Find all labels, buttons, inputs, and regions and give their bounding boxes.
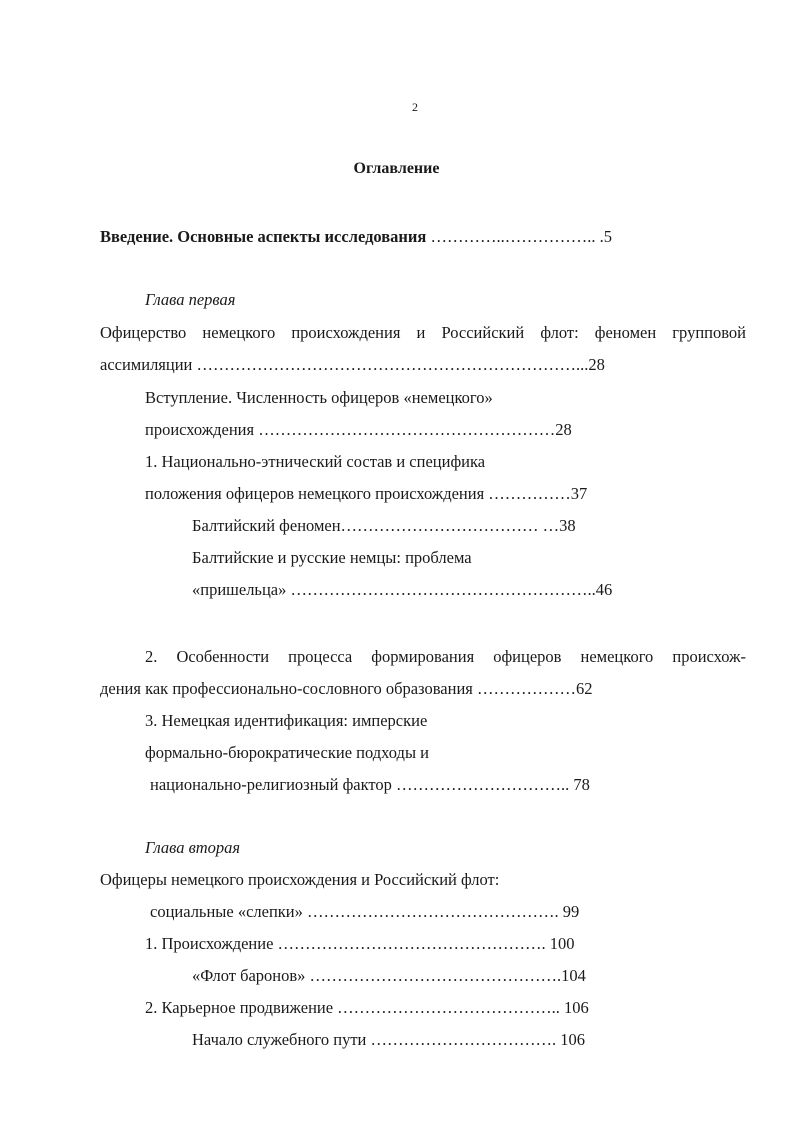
intro-title: Введение. Основные аспекты исследования [100, 227, 427, 246]
toc-entry[interactable]: дения как профессионально-сословного образования ………………62 [100, 679, 593, 698]
toc-entry[interactable]: 1. Национально-этнический состав и специфика [145, 452, 486, 471]
chapter2-heading: Глава вторая [145, 838, 241, 857]
toc-entry[interactable]: Балтийские и русские немцы: проблема [192, 548, 472, 567]
chapter2-title-line1[interactable]: Офицеры немецкого происхождения и Российский флот: [100, 870, 500, 889]
toc-entry[interactable]: «пришельца» ………………………………………………..46 [192, 580, 613, 599]
chapter1-heading: Глава первая [145, 290, 236, 309]
intro-entry[interactable] [100, 227, 612, 247]
intro-leader: …………..…………….. [426, 227, 596, 246]
page-title: Оглавление [353, 160, 440, 177]
chapter1-title-line1[interactable]: Офицерство немецкого происхождения и Российский флот: феномен групповой [100, 323, 746, 342]
toc-entry[interactable]: «Флот баронов» ……………………………………….104 [192, 966, 586, 985]
page-number: 2 [412, 100, 418, 114]
toc-entry[interactable]: Вступление. Численность офицеров «немецкого» [145, 388, 493, 407]
toc-entry[interactable]: 2. Особенности процесса формирования офицеров немецкого происхож- [145, 647, 746, 666]
chapter1-title-line2[interactable]: ассимиляции ……………………………………………………………...28 [100, 355, 605, 374]
intro-page: .5 [595, 227, 612, 246]
toc-entry[interactable]: Начало служебного пути ……………………………. 106 [192, 1030, 586, 1049]
toc-entry[interactable]: национально-религиозный фактор ………………………….. 78 [150, 775, 590, 794]
toc-entry[interactable]: формально-бюрократические подходы и [145, 743, 429, 762]
toc-entry[interactable]: социальные «слепки» ………………………………………. 99 [150, 902, 580, 921]
toc-entry[interactable]: положения офицеров немецкого происхождения ……………37 [145, 484, 588, 503]
toc-entry[interactable]: 2. Карьерное продвижение ………………………………….. 106 [145, 998, 589, 1017]
toc-entry[interactable]: Балтийский феномен……………………………… …38 [192, 516, 576, 535]
toc-entry[interactable]: 1. Происхождение …………………………………………. 100 [145, 934, 575, 953]
toc-entry[interactable]: 3. Немецкая идентификация: имперские [145, 711, 428, 730]
toc-entry[interactable]: происхождения ………………………………………………28 [145, 420, 572, 439]
